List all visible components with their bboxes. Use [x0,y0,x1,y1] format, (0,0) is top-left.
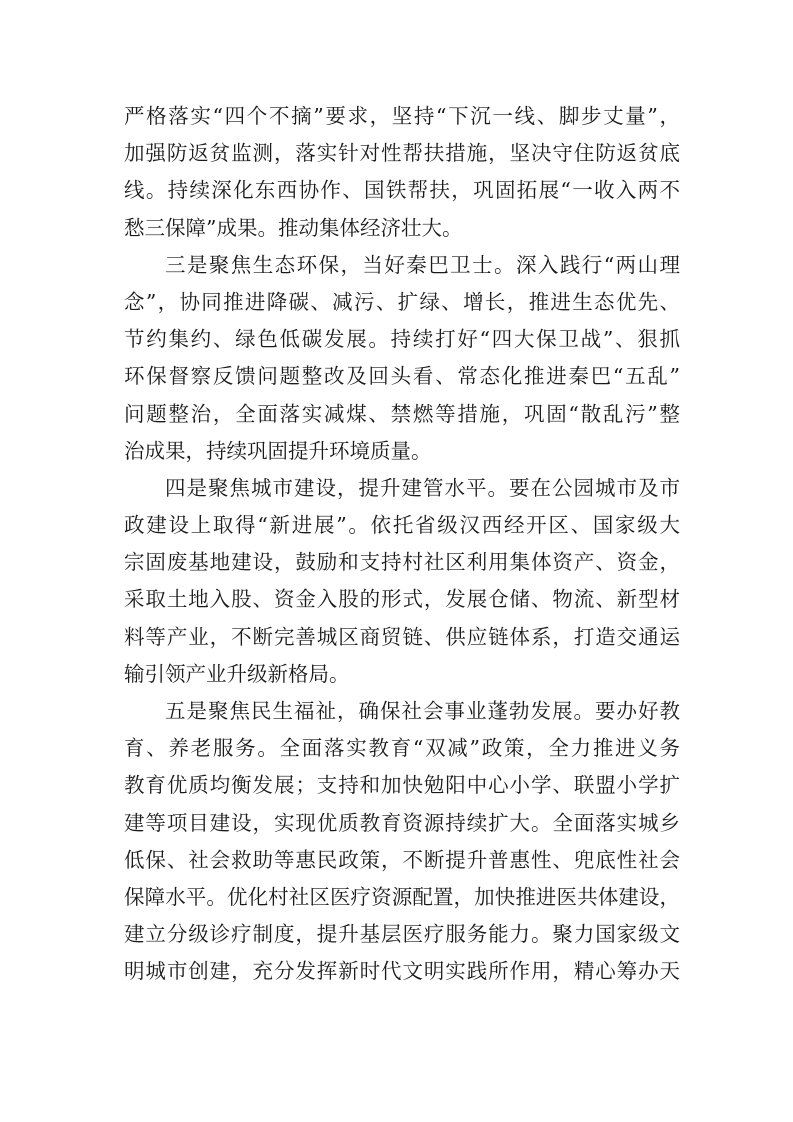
text-line: 育、养老服务。全面落实教育“双减”政策，全力推进义务 [124,736,680,761]
text-line: 线。持续深化东西协作、国铁帮扶，巩固拓展“一收入两不 [124,178,680,203]
text-line: 政建设上取得“新进展”。依托省级汉西经开区、国家级大 [124,513,680,538]
text-line: 宗固废基地建设，鼓励和支持村社区利用集体资产、资金， [124,550,680,575]
text-line: 明城市创建，充分发挥新时代文明实践所作用，精心筹办天 [124,959,680,984]
text-line: 治成果，持续巩固提升环境质量。 [124,438,432,463]
text-line: 输引领产业升级新格局。 [124,661,350,686]
text-line: 问题整治，全面落实减煤、禁燃等措施，巩固“散乱污”整 [124,401,680,426]
text-line: 保障水平。优化村社区医疗资源配置，加快推进医共体建设， [124,884,680,909]
text-line: 环保督察反馈问题整改及回头看、常态化推进秦巴“五乱” [124,364,680,389]
paragraph-first-line: 五是聚焦民生福祉，确保社会事业蓬勃发展。要办好教 [165,699,680,723]
text-line: 教育优质均衡发展；支持和加快勉阳中心小学、联盟小学扩 [124,773,680,798]
paragraph-first-line: 三是聚焦生态环保，当好秦巴卫士。深入践行“两山理 [165,252,680,277]
text-line: 采取土地入股、资金入股的形式，发展仓储、物流、新型材 [124,587,680,612]
text-line: 严格落实“四个不摘”要求，坚持“下沉一线、脚步丈量”， [124,104,680,128]
body-text [124,98,680,991]
text-line: 节约集约、绿色低碳发展。持续打好“四大保卫战”、狠抓 [124,327,680,352]
paragraph-first-line: 四是聚焦城市建设，提升建管水平。要在公园城市及市 [165,475,680,500]
text-line: 建等项目建设，实现优质教育资源持续扩大。全面落实城乡 [124,810,680,835]
text-line: 念”，协同推进降碳、减污、扩绿、增长，推进生态优先、 [124,289,680,314]
text-line: 建立分级诊疗制度，提升基层医疗服务能力。聚力国家级文 [124,922,680,947]
text-line: 加强防返贫监测，落实针对性帮扶措施，坚决守住防返贫底 [124,141,680,166]
text-line: 低保、社会救助等惠民政策，不断提升普惠性、兜底性社会 [124,847,680,872]
text-line: 料等产业，不断完善城区商贸链、供应链体系，打造交通运 [124,624,680,649]
text-line: 愁三保障”成果。推动集体经济壮大。 [124,215,463,240]
